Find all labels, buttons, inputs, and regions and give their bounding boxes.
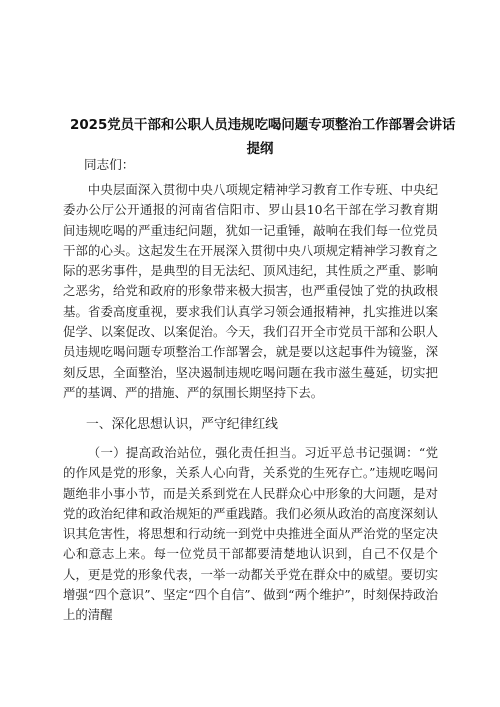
paragraph-section1-item1: （一）提高政治站位，强化责任担当。习近平总书记强调：“党的作风是党的形象，关系人心向背，关系党的生死存亡。”违规吃喝问题绝非小事小节，而是关系到党在人民群众心中形象的大问题，是对党的政治纪律和政治规矩的严重践踏。我们必须从政治的高度深刻认识其危害性，将思想和行动统一到党中央推进全面从严治党的坚定决心和意志上来。每一位党员干部都要清楚地认识到，自己不仅是个人，更是党的形象代表，一举一动都关乎党在群众中的威望。要切实增强“四个意识”、坚定“四个自信”、做到“两个维护”，时刻保持政治上的清醒 <box>63 445 438 623</box>
title-line-2: 提纲 <box>246 142 274 157</box>
title-line-1: 2025党员干部和公职人员违规吃喝问题专项整治工作部署会讲话 <box>70 118 456 133</box>
section-heading-1: 一、深化思想认识，严守纪律红线 <box>86 417 278 432</box>
paragraph-intro: 中央层面深入贯彻中央八项规定精神学习教育工作专班、中央纪委办公厅公开通报的河南省信阳市、罗山县10名干部在学习教育期间违规吃喝的严重违纪问题，犹如一记重锤，敲响在我们每一位党员干部的心头。这起发生在开展深入贯彻中央八项规定精神学习教育之际的恶劣事件，是典型的目无法纪、顶风违纪，其性质之严重、影响之恶劣，给党和政府的形象带来极大损害，也严重侵蚀了党的执政根基。省委高度重视，要求我们认真学习领会通报精神，扎实推进以案促学、以案促改、以案促治。今天，我们召开全市党员干部和公职人员违规吃喝问题专项整治工作部署会，就是要以这起事件为镜鉴，深刻反思，全面整治，坚决遏制违规吃喝问题在我市滋生蔓延，切实把严的基调、严的措施、严的氛围长期坚持下去。 <box>63 182 438 400</box>
salutation: 同志们： <box>84 157 135 172</box>
